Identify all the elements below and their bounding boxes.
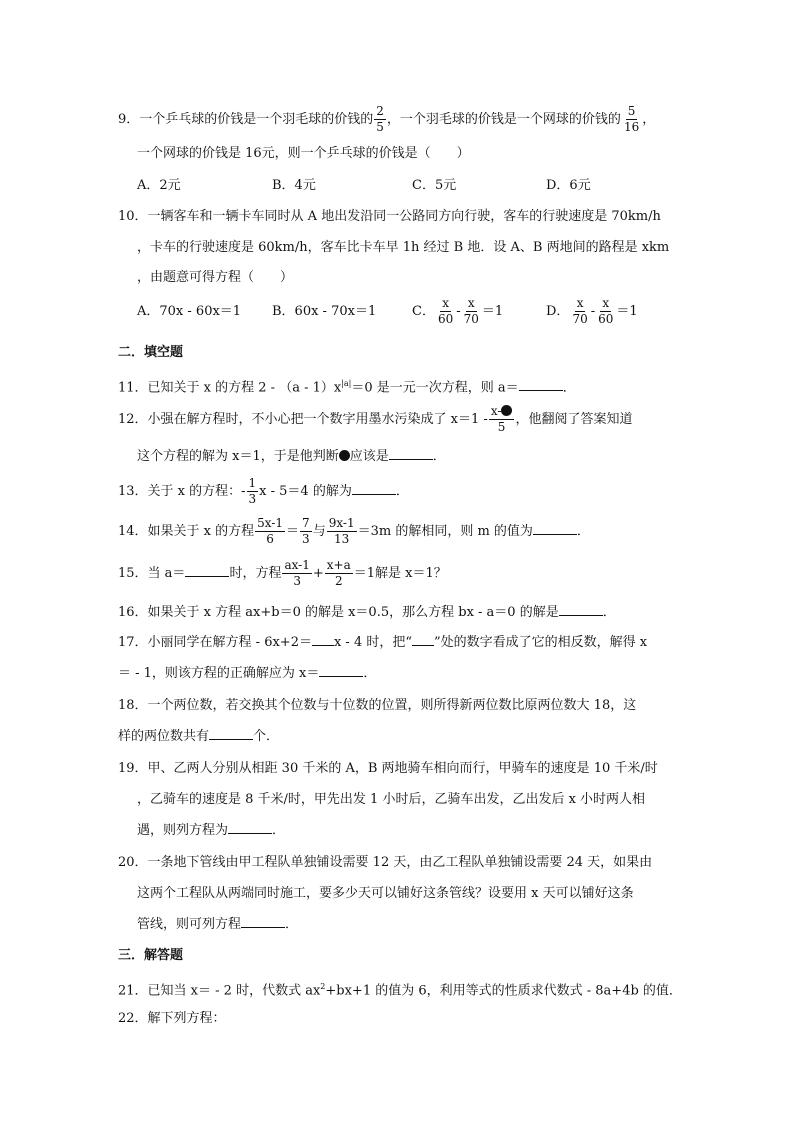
ink-blot-icon [339, 450, 350, 461]
q10-line3: ，由题意可得方程（ ） [137, 270, 294, 285]
q11-text-b: ＝0 是一元一次方程，则 a＝ [351, 380, 519, 396]
q9-fraction-2-num: 5 [627, 104, 636, 118]
q9-option-b: B．4元 [272, 178, 316, 193]
q20-line3-text-b: ． [285, 917, 299, 932]
q17-line2-text-b: ． [363, 666, 377, 681]
q10-line2: ，卡车的行驶速度是 60km/h，客车比卡车早 1h 经过 B 地．设 A、B 两地间的路程是 xkm [137, 240, 670, 255]
q14-eq: ＝ [286, 524, 300, 539]
q10-option-c-frac1 [436, 296, 455, 327]
q12-line2-text-b: 应该是 [349, 449, 389, 464]
q14-text-a: 14．如果关于 x 的方程 [118, 524, 255, 539]
q19-line3-text-b: ． [272, 823, 286, 838]
q13-text-b: x - 5＝4 的解为 [259, 484, 352, 499]
q18-line2-text-a: 样的两位数共有 [118, 729, 210, 744]
q10-line1: 10．一辆客车和一辆卡车同时从 A 地出发沿同一公路同方向行驶，客车的行驶速度是 70km/h [118, 209, 661, 224]
q14 [118, 516, 590, 547]
q9-option-a: A．2元 [137, 178, 181, 193]
q9-option-d: D．6元 [546, 178, 591, 193]
q17-text-c: ”处的数字看成了它的相反数，解得 x [434, 635, 648, 650]
q10-option-d-frac1 [570, 296, 589, 327]
q15-answer-blank[interactable] [185, 564, 229, 577]
q20-line3 [137, 915, 298, 934]
q13-answer-blank[interactable] [352, 482, 396, 495]
q16-answer-blank[interactable] [559, 603, 603, 616]
q10-option-c-frac2 [462, 296, 481, 327]
q11-text-a: 11．已知关于 x 的方程 2 - （a - 1）x [118, 380, 342, 396]
q9-option-c: C．5元 [412, 178, 457, 193]
q15-fraction-1-den: 3 [293, 574, 301, 588]
q12-text-b: ，他翻阅了答案知道 [515, 412, 633, 427]
q13-text-a: 13．关于 x 的方程：- [118, 484, 246, 499]
q9-line2: 一个网球的价钱是 16元，则一个乒乓球的价钱是（ ） [137, 146, 470, 161]
q10-option-a: A．70x - 60x＝1 [137, 304, 242, 319]
q14-fraction-3-num: 9x-1 [328, 516, 355, 530]
q17-blank-coefficient[interactable] [312, 633, 334, 646]
ink-blot-icon [501, 405, 512, 416]
q14-fraction-2 [300, 516, 312, 547]
q15 [118, 558, 447, 589]
q9-text-c: ， [642, 112, 656, 127]
q15-fraction-2-num: x+a [326, 558, 351, 572]
q17-line2 [118, 664, 376, 683]
q12-fraction-num [489, 404, 515, 420]
q10-option-d-frac2-num: x [602, 296, 610, 310]
q14-fraction-1-den: 6 [266, 532, 274, 546]
q15-fraction-2 [325, 558, 353, 589]
q10-option-b: B．60x - 70x＝1 [272, 304, 377, 319]
q10-option-d [546, 296, 638, 327]
q10-option-c-frac1-num: x [442, 296, 449, 310]
q13-fraction [247, 476, 259, 507]
q14-fraction-2-den: 3 [302, 532, 310, 546]
q12-text-a: 12．小强在解方程时，不小心把一个数字用墨水污染成了 x＝1 - [118, 412, 488, 427]
q9-fraction-1-num: 2 [376, 104, 384, 118]
q13 [118, 476, 409, 507]
q12-fraction-den: 5 [497, 420, 506, 434]
q15-fraction-1 [282, 558, 311, 589]
q17-text-b: x - 4 时，把“ [333, 635, 413, 650]
q12-line1 [118, 404, 632, 435]
q19-line1: 19．甲、乙两人分别从相距 30 千米的 A，B 两地骑车相向而行，甲骑车的速度是 10 千米/时 [118, 761, 658, 776]
q9-text-a: 9．一个乒乓球的价钱是一个羽毛球的价钱的 [118, 112, 374, 127]
section-fill-blank-heading: 二．填空题 [118, 345, 184, 360]
q19-line3-text-a: 遇，则列方程为 [137, 823, 229, 838]
q12-line2-text-c: ． [432, 449, 446, 464]
q10-option-c-op: - [456, 304, 461, 319]
q11-answer-blank[interactable] [519, 378, 563, 391]
q15-text-b: 时，方程 [229, 566, 282, 581]
q14-fraction-2-num: 7 [302, 516, 310, 530]
q19-answer-blank[interactable] [228, 821, 272, 834]
q9-fraction-1-den: 5 [376, 120, 384, 134]
q14-answer-blank[interactable] [533, 522, 577, 535]
q18-answer-blank[interactable] [209, 727, 253, 740]
q10-option-d-eq: ＝1 [616, 304, 638, 319]
q12-answer-blank[interactable] [389, 447, 433, 460]
q14-fraction-3 [327, 516, 357, 547]
q10-option-c [412, 296, 503, 327]
q10-option-d-frac1-den: 70 [572, 312, 588, 326]
q11 [118, 375, 576, 397]
q18-line2 [118, 727, 279, 746]
q13-fraction-den: 3 [248, 492, 257, 506]
q10-option-c-frac2-den: 70 [463, 312, 479, 326]
q14-text-c: ． [576, 524, 590, 539]
q13-text-c: ． [395, 484, 409, 499]
q19-line3 [137, 821, 285, 840]
q17-answer-blank[interactable] [319, 664, 363, 677]
q22: 22．解下列方程： [118, 1011, 226, 1026]
q17-blank-quoted[interactable] [412, 633, 434, 646]
q9-fraction-2-den: 16 [623, 120, 640, 134]
q15-text-a: 15．当 a＝ [118, 566, 186, 581]
q13-fraction-num: 1 [248, 476, 257, 490]
q11-exponent: |a| [341, 379, 352, 388]
q12-line2 [137, 447, 446, 466]
q9-text-b: ，一个羽毛球的价钱是一个网球的价钱的 [386, 112, 621, 127]
q10-option-c-label: C． [412, 304, 435, 319]
q10-option-c-eq: ＝1 [481, 304, 504, 319]
q9-fraction-2 [622, 104, 641, 135]
q12-line2-text-a: 这个方程的解为 x＝1，于是他判断 [137, 449, 339, 464]
q18-line1: 18．一个两位数，若交换其个位数与十位数的位置，则所得新两位数比原两位数大 18，这 [118, 698, 637, 713]
q15-fraction-1-num: ax-1 [284, 558, 310, 572]
q9-line1 [118, 104, 655, 135]
q15-fraction-2-den: 2 [334, 574, 343, 588]
q17-text-a: 17．小丽同学在解方程 - 6x+2＝ [118, 635, 312, 650]
q12-fraction [489, 404, 515, 435]
q21-exponent: 2 [320, 982, 326, 991]
q15-text-c: ＝1解是 x＝1？ [353, 566, 447, 581]
q20-answer-blank[interactable] [241, 915, 285, 928]
q16-text-a: 16．如果关于 x 方程 ax+b＝0 的解是 x＝0.5，那么方程 bx - a＝0 的解是 [118, 605, 559, 620]
q21-text-b: +bx+1 的值为 6，利用等式的性质求代数式 - 8a+4b 的值． [325, 983, 682, 999]
q9-fraction-1 [374, 104, 386, 135]
q21-text-a: 21．已知当 x＝ - 2 时，代数式 ax [118, 983, 321, 999]
q10-option-d-frac1-num: x [576, 296, 584, 310]
q14-fraction-3-den: 13 [334, 532, 350, 546]
q14-text-mid: 与 [312, 524, 326, 539]
section-solve-heading: 三．解答题 [118, 948, 184, 963]
q10-option-d-frac2 [596, 296, 615, 327]
q14-fraction-1 [255, 516, 285, 547]
q14-fraction-1-num: 5x-1 [257, 516, 284, 530]
q14-text-b: ＝3m 的解相同，则 m 的值为 [357, 524, 533, 539]
q20-line2: 这两个工程队从两端同时施工，要多少天可以铺好这条管线？设要用 x 天可以铺好这条 [137, 886, 634, 901]
q21 [118, 978, 682, 1000]
q10-option-c-frac2-num: x [467, 296, 475, 310]
q19-line2: ，乙骑车的速度是 8 千米/时，甲先出发 1 小时后，乙骑车出发，乙出发后 x 小时两人相 [137, 792, 646, 807]
q12-fraction-num-text: x- [490, 404, 502, 418]
q16-text-b: ． [602, 605, 616, 620]
q10-option-d-op: - [590, 304, 596, 319]
q10-option-d-label: D． [546, 304, 570, 319]
q20-line1: 20．一条地下管线由甲工程队单独铺设需要 12 天，由乙工程队单独铺设需要 24 天，如果由 [118, 855, 653, 870]
q17-line2-text-a: ＝ - 1，则该方程的正确解应为 x＝ [118, 666, 320, 681]
q16 [118, 603, 616, 622]
q15-plus: + [312, 566, 324, 581]
q10-option-c-frac1-den: 60 [437, 312, 454, 326]
q11-text-c: ． [562, 380, 576, 396]
q17-line1 [118, 633, 647, 652]
q20-line3-text-a: 管线，则可列方程 [137, 917, 242, 932]
q10-option-d-frac2-den: 60 [598, 312, 614, 326]
q18-line2-text-b: 个． [253, 729, 280, 744]
